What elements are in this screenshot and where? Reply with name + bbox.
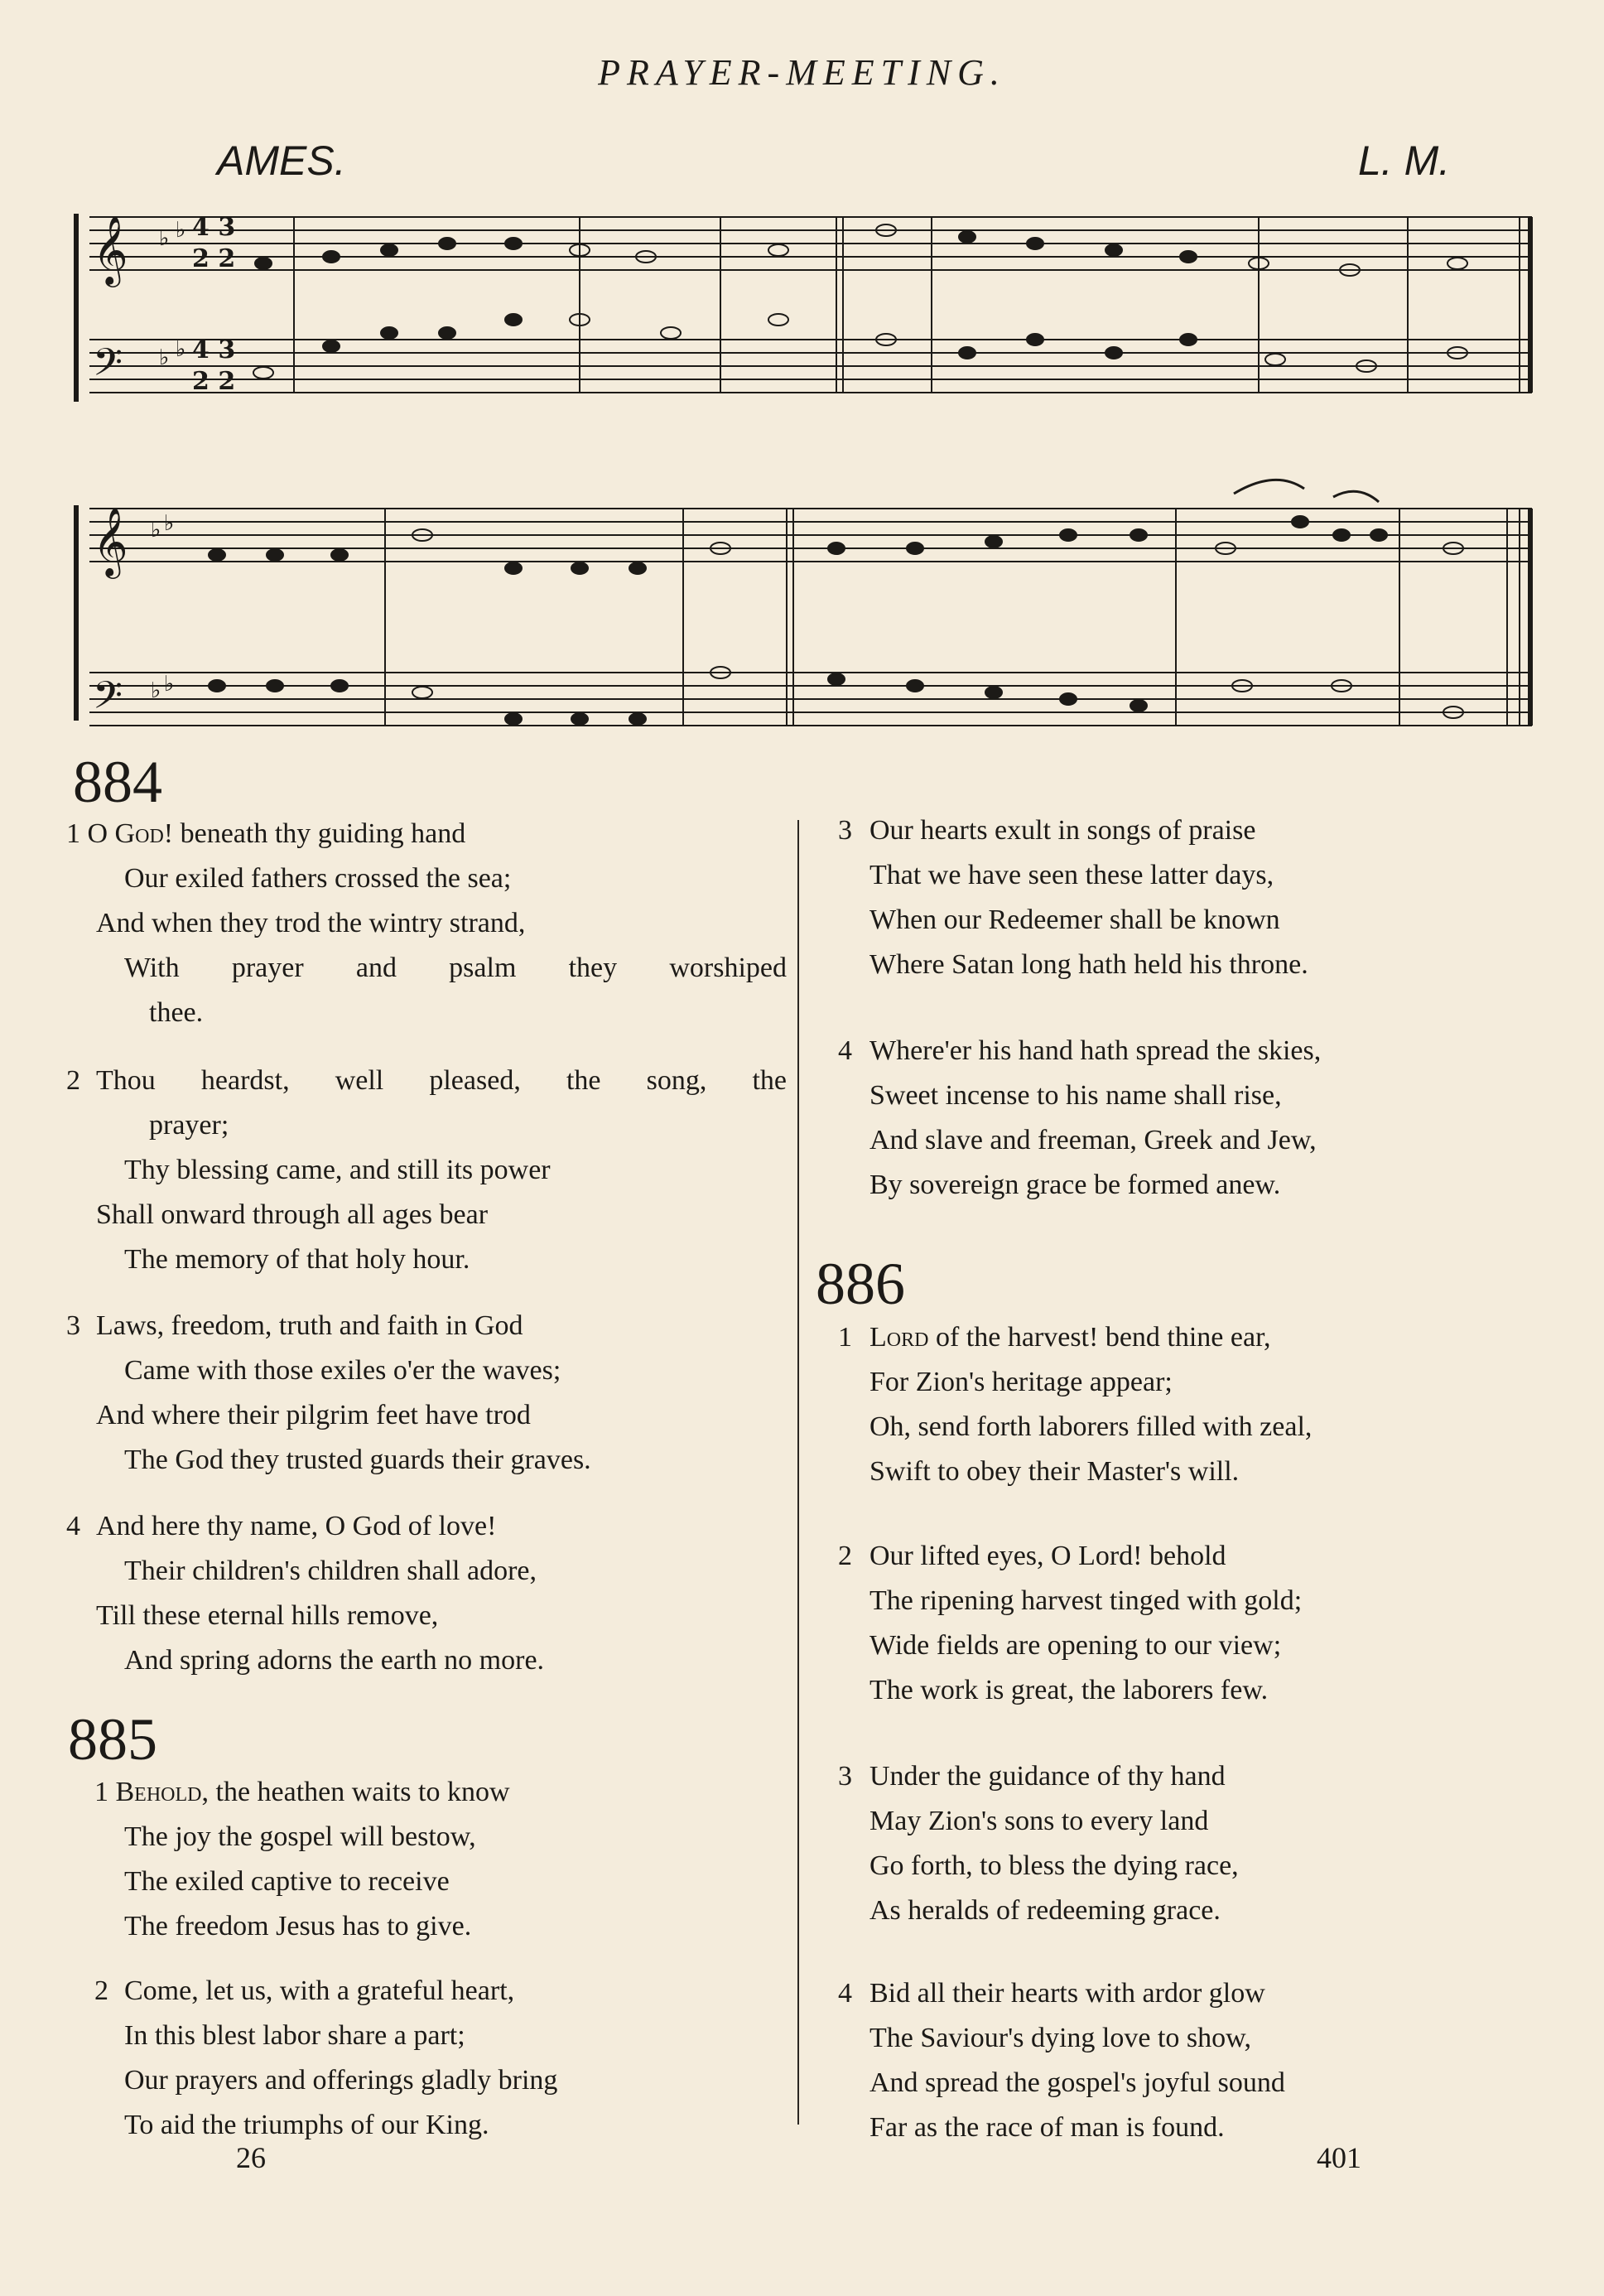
svg-text:4 3: 4 3 [192, 213, 236, 242]
hymn-886-stanza-4: 4 Bid all their hearts with ardor glow The Saviour's dying love to show, And spread the gospel's joyful sound Far as the race of man is found. [838, 1978, 1285, 2143]
clefs-2 [93, 506, 174, 727]
hymn-884-stanza-2: 2 Thou heardst, well pleased, the song, the prayer; Thy blessing came, and still its power Shall onward through all ages bear The memory of that holy hour. [66, 1065, 787, 1275]
tune-meter: L. M. [1358, 137, 1451, 184]
svg-text:2 2: 2 2 [192, 244, 236, 273]
hymn-885-stanza-2: 2 Come, let us, with a grateful heart, In this blest labor share a part; Our prayers and offerings gladly bring To aid the triumphs of our King. [94, 1975, 558, 2140]
hymn-885-stanza-1: 1 Behold, the heathen waits to know The joy the gospel will bestow, The exiled captive to receive The freedom Jesus has to give. [94, 1777, 510, 1941]
notes-1 [253, 224, 1467, 379]
svg-text:♭: ♭ [151, 678, 161, 703]
hymn-884-stanza-4: 4 And here thy name, O God of love! Their children's children shall adore, Till these eternal hills remove, And spring adorns the earth no more. [66, 1511, 545, 1676]
hymn-886-stanza-3: 3 Under the guidance of thy hand May Zion's sons to every land Go forth, to bless the dying race, As heralds of redeeming grace. [838, 1761, 1239, 1926]
page-number-right: 401 [1317, 2141, 1361, 2174]
sheet-music [0, 0, 1604, 745]
hymn-number-884: 884 [73, 749, 162, 815]
svg-text:4 3: 4 3 [192, 335, 236, 364]
hymn-885-stanza-3: 3 Our hearts exult in songs of praise That we have seen these latter days, When our Redeemer shall be known Where Satan long hath held his throne. [838, 815, 1308, 980]
tune-name: AMES. [217, 137, 346, 184]
page-number-left: 26 [236, 2141, 266, 2174]
hymn-886-stanza-1: 1 Lord of the harvest! bend thine ear, For Zion's heritage appear; Oh, send forth laborers filled with zeal, Swift to obey their Master's will. [838, 1322, 1313, 1487]
bass-clef-icon: 𝄢 [93, 673, 123, 727]
svg-text:2 2: 2 2 [192, 367, 236, 396]
treble-clef-icon: 𝄞 [93, 215, 128, 284]
clefs-1 [93, 215, 185, 394]
bass-clef-icon: 𝄢 [93, 340, 123, 394]
page-header: PRAYER-MEETING. [598, 52, 1006, 93]
hymn-number-885: 885 [68, 1706, 157, 1773]
flat-icon: ♭ [159, 226, 170, 251]
bass-staff-1 [89, 340, 1532, 393]
time-signature [192, 213, 235, 396]
svg-text:♭: ♭ [151, 518, 161, 543]
svg-text:♭: ♭ [159, 345, 170, 370]
svg-text:♭: ♭ [164, 672, 175, 697]
barlines-2 [385, 509, 1530, 726]
hymn-886-stanza-2: 2 Our lifted eyes, O Lord! behold The ripening harvest tinged with gold; Wide fields are opening to our view; The work is great, the laborers few. [838, 1541, 1303, 1705]
bass-staff-2 [89, 673, 1532, 726]
hymn-884-stanza-1: 1 O God! beneath thy guiding hand Our exiled fathers crossed the sea; And when they trod the wintry strand, With prayer and psalm they worshiped thee. [66, 818, 787, 1028]
hymn-885-stanza-4: 4 Where'er his hand hath spread the skies, Sweet incense to his name shall rise, And slave and freeman, Greek and Jew, By sovereign grace be formed anew. [838, 1035, 1322, 1200]
notes-2 [209, 516, 1463, 725]
svg-text:♭: ♭ [176, 337, 186, 362]
treble-clef-icon: 𝄞 [93, 506, 128, 576]
treble-staff-2 [89, 509, 1532, 562]
svg-text:♭: ♭ [176, 218, 186, 243]
hymn-number-886: 886 [816, 1251, 905, 1317]
svg-text:♭: ♭ [164, 511, 175, 536]
system-1 [76, 214, 1532, 402]
hymn-884-stanza-3: 3 Laws, freedom, truth and faith in God Came with those exiles o'er the waves; And where their pilgrim feet have trod The God they trusted guards their graves. [66, 1310, 591, 1475]
system-2 [76, 480, 1532, 726]
column-divider [797, 820, 799, 2125]
treble-staff-1 [89, 217, 1532, 270]
